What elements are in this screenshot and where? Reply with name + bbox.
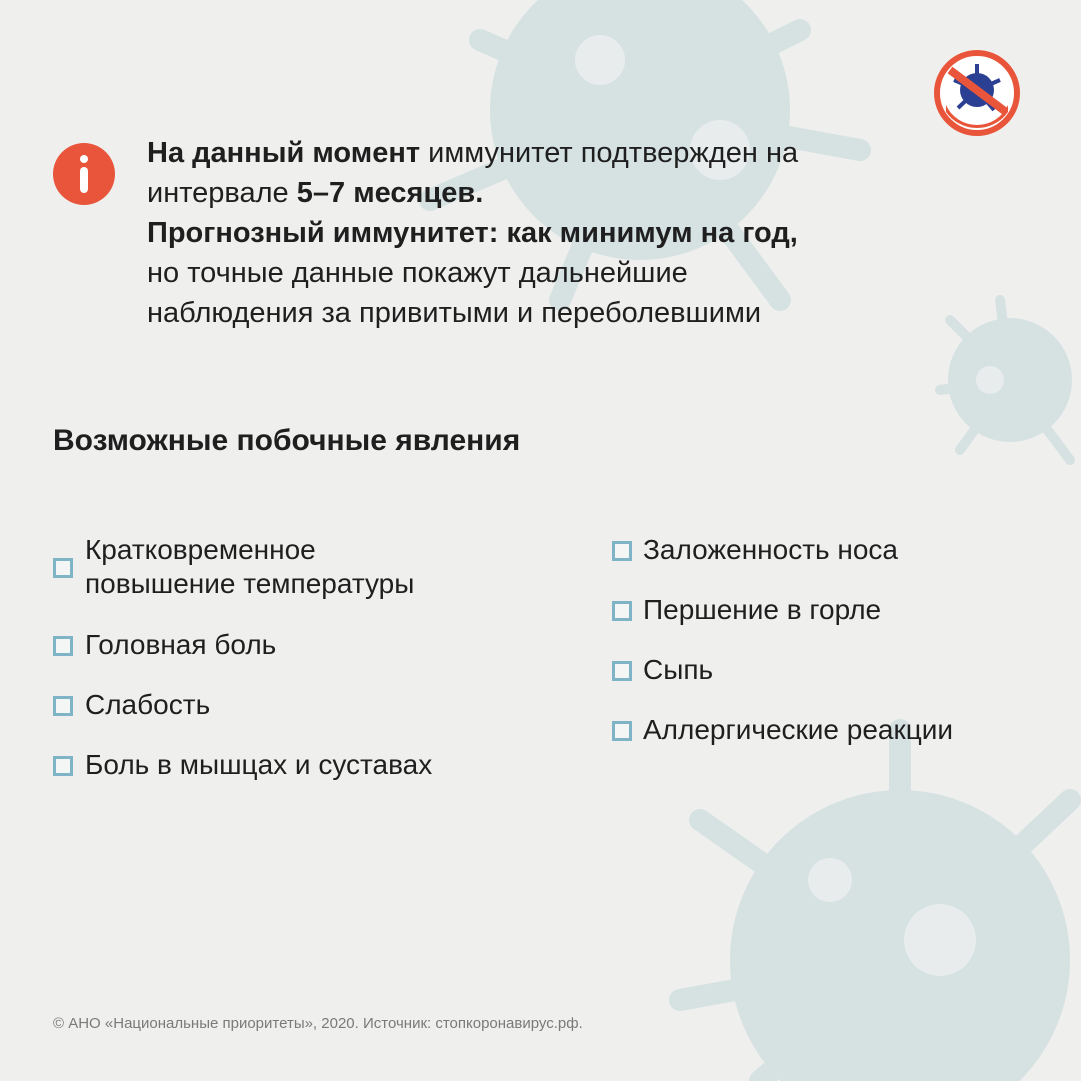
stopcoronavirus-logo [934,50,1020,136]
info-icon [53,143,115,205]
checkbox-icon [53,756,73,776]
list-item-text: повышение температуры [85,568,415,599]
intro-bold: 5–7 месяцев. [296,177,484,209]
intro-text-part: но точные данные покажут дальнейшие [147,257,688,289]
list-item: Боль в мышцах и суставах [85,749,433,780]
checkbox-icon [53,696,73,716]
intro-bold: На данный момент [147,137,421,169]
list-item: Аллергические реакции [643,714,954,745]
checkbox-icon [612,541,632,561]
intro-text-part: наблюдения за привитыми и переболевшими [147,297,762,329]
intro-text-part: иммунитет подтвержден на [420,137,799,169]
checkbox-icon [612,661,632,681]
section-heading: Возможные побочные явления [53,424,521,457]
list-item: Заложенность носа [643,534,898,565]
intro-text-part: интервале [147,177,297,209]
list-item: Першение в горле [643,594,882,625]
list-item: Головная боль [85,629,277,660]
list-item-text: Кратковременное [85,534,316,565]
checkbox-icon [612,721,632,741]
checkbox-icon [612,601,632,621]
intro-bold: Прогнозный иммунитет: как минимум на год, [147,217,798,249]
checkbox-icon [53,558,73,578]
list-item [85,533,414,601]
footer-copyright: © АНО «Национальные приоритеты», 2020. Источник: стопкоронавирус.рф. [53,1015,583,1032]
list-item: Сыпь [643,654,714,685]
list-item: Слабость [85,689,211,720]
intro-text [147,133,947,333]
checkbox-icon [53,636,73,656]
